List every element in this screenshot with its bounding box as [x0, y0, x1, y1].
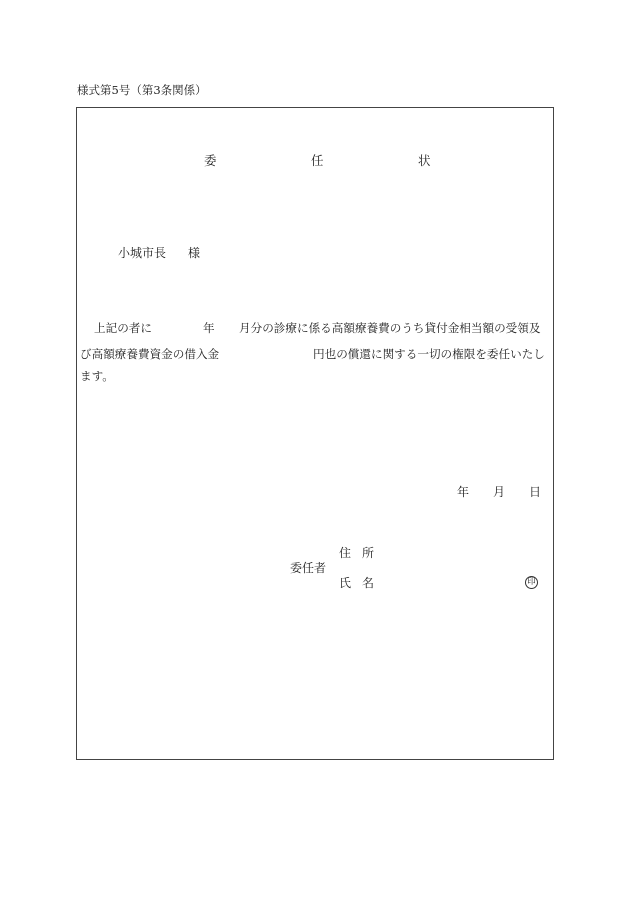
name-label-char-1: 氏: [339, 576, 352, 590]
date-year-label: 年: [457, 485, 470, 499]
date-day-label: 日: [529, 485, 542, 499]
title-char-3: 状: [418, 153, 431, 168]
address-label-char-1: 住: [339, 546, 352, 560]
body-year-label: 年: [203, 321, 215, 335]
delegator-label: 委任者: [290, 561, 327, 575]
date-month-label: 月: [493, 485, 506, 499]
form-number: 様式第5号（第3条関係）: [77, 83, 207, 97]
title-char-1: 委: [204, 153, 217, 168]
body-line1-start: 上記の者に: [94, 321, 152, 335]
body-line2-rest: 円也の償還に関する一切の権限を委任いたし: [313, 347, 545, 361]
addressee-honorific: 様: [188, 246, 201, 260]
title-char-2: 任: [311, 153, 324, 168]
address-label-char-2: 所: [362, 546, 375, 560]
body-line2-start: び高額療養費資金の借入金: [80, 347, 220, 361]
addressee-name: 小城市長: [118, 246, 167, 260]
form-frame: [76, 107, 554, 760]
body-line1-rest: 月分の診療に係る高額療養費のうち貸付金相当額の受領及: [239, 321, 541, 335]
name-label-char-2: 名: [362, 576, 375, 590]
seal-mark-icon: 印: [525, 576, 538, 589]
body-line3: ます。: [80, 369, 114, 383]
